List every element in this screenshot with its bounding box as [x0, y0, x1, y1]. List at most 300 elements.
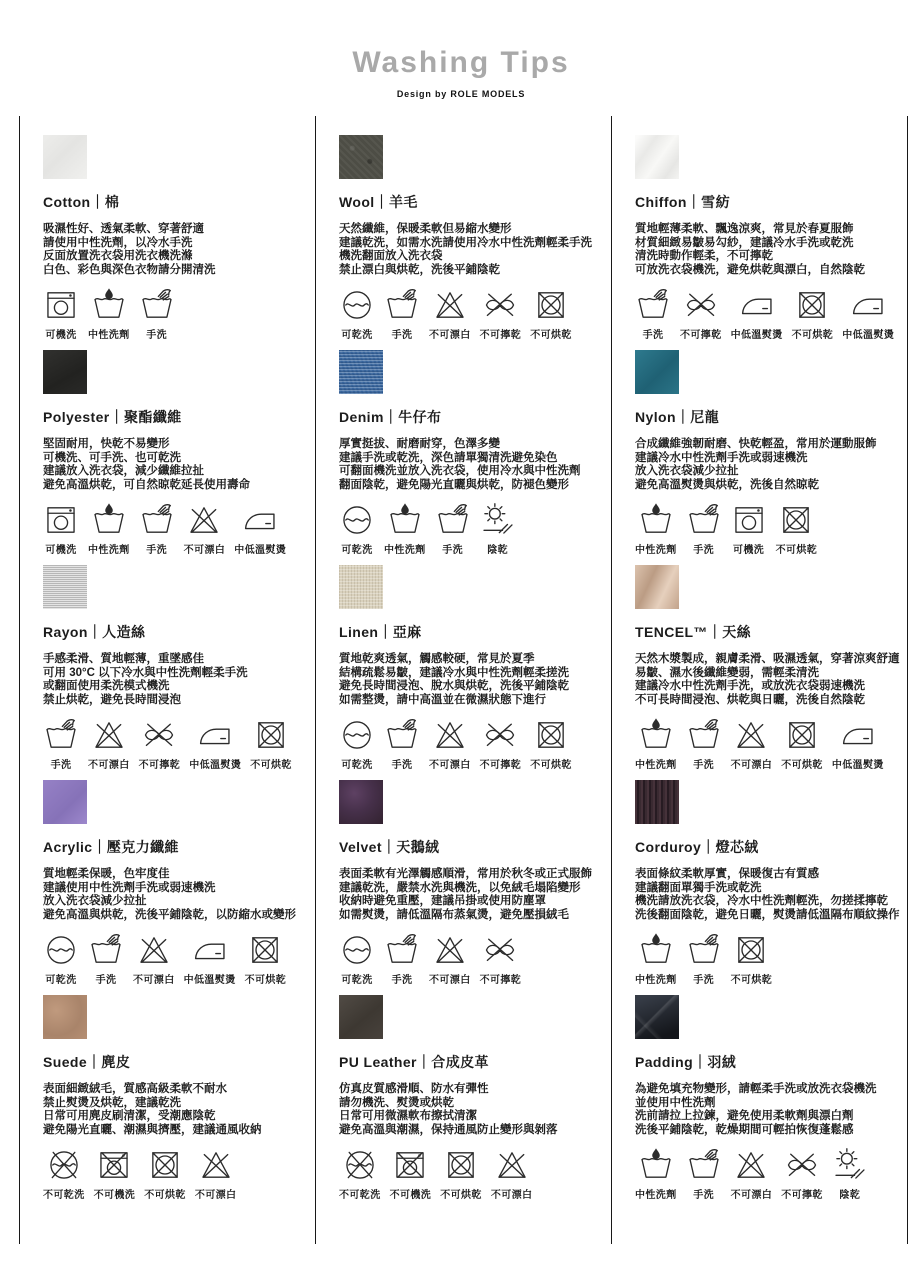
fabric-description	[43, 1083, 309, 1137]
no-machine-wash-icon	[96, 1147, 132, 1183]
description-line: 質地乾爽透氣，觸感較硬，常見於夏季	[339, 653, 535, 665]
no-bleach-icon	[733, 717, 769, 753]
care-icon-item	[731, 1147, 773, 1201]
page-title: Washing Tips	[352, 46, 570, 79]
care-icon-item	[480, 717, 522, 771]
care-icon-item	[88, 502, 130, 556]
iron-med-low-icon	[242, 502, 278, 538]
grid-column-3	[611, 116, 907, 1244]
fabric-swatch-suede	[43, 995, 87, 1039]
no-dry-clean-icon	[46, 1147, 82, 1183]
no-tumble-dry-icon	[778, 502, 814, 538]
fabric-swatch-cotton	[43, 135, 87, 179]
care-icon-label: 不可烘乾	[250, 760, 292, 772]
fabric-card-suede	[20, 976, 315, 1202]
description-line: 放入洗衣袋減少拉扯	[43, 895, 147, 908]
care-icon-item	[339, 502, 375, 556]
no-bleach-icon	[136, 932, 172, 968]
no-bleach-icon	[733, 1147, 769, 1183]
fabric-card-linen	[316, 546, 611, 772]
fabric-swatch-linen	[339, 565, 383, 609]
fabric-card-acrylic	[20, 761, 315, 987]
fabric-description	[43, 438, 309, 492]
care-icon-label: 不可漂白	[183, 545, 226, 557]
neutral-detergent-icon	[638, 932, 674, 968]
no-tumble-dry-icon	[784, 717, 820, 753]
description-line: 建議放入洗衣袋，減少纖維拉扯	[43, 465, 204, 478]
no-bleach-icon	[198, 1147, 234, 1183]
care-icon-label: 手洗	[146, 330, 168, 342]
care-icon-item	[686, 717, 722, 771]
fabric-description	[635, 868, 901, 922]
fabric-card-corduroy	[612, 761, 907, 987]
hand-wash-icon	[635, 287, 671, 323]
no-tumble-dry-icon	[247, 932, 283, 968]
machine-wash-icon	[43, 502, 79, 538]
neutral-detergent-icon	[638, 717, 674, 753]
no-wring-icon	[683, 287, 719, 323]
care-icon-item	[635, 932, 677, 986]
care-icon-item	[429, 717, 471, 771]
care-icon-label: 不可烘乾	[781, 760, 823, 772]
care-icon-item	[88, 932, 124, 986]
care-icon-item	[94, 1147, 136, 1201]
fabric-title: Linen｜亞麻	[339, 624, 422, 640]
fabric-description	[635, 223, 901, 277]
fabric-card-chiffon	[612, 116, 907, 342]
description-line: 可放洗衣袋機洗，避免烘乾與漂白，自然陰乾	[635, 263, 865, 276]
fabric-swatch-chiffon	[635, 135, 679, 179]
care-icon-item	[480, 287, 522, 341]
no-tumble-dry-icon	[533, 717, 569, 753]
care-icon-label: 不可烘乾	[530, 330, 572, 342]
description-line: 禁止熨燙及烘乾，建議乾洗	[43, 1096, 181, 1109]
care-icon-item	[686, 1147, 722, 1201]
care-icon-item	[339, 717, 375, 771]
no-bleach-icon	[432, 287, 468, 323]
care-icon-item	[635, 502, 677, 556]
care-icon-item	[440, 1147, 482, 1201]
grid-column-1	[19, 116, 315, 1244]
no-wring-icon	[784, 1147, 820, 1183]
hand-wash-icon	[384, 932, 420, 968]
care-icon-item	[781, 717, 823, 771]
care-icon-label: 不可漂白	[88, 760, 130, 772]
fabric-swatch-rayon	[43, 565, 87, 609]
care-icon-item	[635, 1147, 677, 1201]
care-icon-item	[792, 287, 834, 341]
care-icon-label: 不可擰乾	[781, 1190, 823, 1202]
care-icon-item	[491, 1147, 533, 1201]
hand-wash-icon	[686, 1147, 722, 1183]
care-icon-item	[776, 502, 818, 556]
care-icon-label: 中低溫熨燙	[730, 330, 783, 342]
description-line: 如需整燙，請中高溫並在微濕狀態下進行	[339, 693, 546, 706]
description-line: 收納時避免重壓，建議吊掛或使用防塵罩	[339, 895, 546, 908]
care-icon-label: 不可漂白	[730, 1190, 773, 1202]
description-line: 洗後翻面陰乾，避免日曬，熨燙請低溫隔布順紋操作	[635, 908, 900, 921]
machine-wash-icon	[731, 502, 767, 538]
fabric-description	[635, 438, 901, 492]
description-line: 洗前請拉上拉鍊，避免使用柔軟劑與漂白劑	[635, 1110, 854, 1123]
care-icon-label: 中低溫熨燙	[189, 760, 242, 772]
care-icon-item	[88, 287, 130, 341]
hand-wash-icon	[43, 717, 79, 753]
care-icon-label: 不可擰乾	[479, 760, 522, 772]
care-icon-item	[234, 502, 286, 556]
care-icon-label: 不可漂白	[429, 975, 471, 987]
care-icon-item	[731, 717, 773, 771]
description-line: 可翻面機洗並放入洗衣袋，使用冷水與中性洗劑	[339, 465, 581, 478]
care-icon-label: 中性洗劑	[384, 545, 426, 557]
care-icon-label: 不可烘乾	[775, 545, 818, 557]
care-icon-item	[384, 932, 420, 986]
care-icons-row	[635, 717, 901, 771]
fabric-description	[635, 653, 901, 707]
neutral-detergent-icon	[387, 502, 423, 538]
care-icon-label: 可乾洗	[341, 975, 373, 987]
iron-med-low-icon	[197, 717, 233, 753]
care-icon-item	[635, 287, 671, 341]
no-machine-wash-icon	[392, 1147, 428, 1183]
shade-dry-icon	[832, 1147, 868, 1183]
care-icon-label: 不可烘乾	[530, 760, 572, 772]
shade-dry-icon	[480, 502, 516, 538]
description-line: 日常可用麂皮刷清潔，受潮應陰乾	[43, 1110, 216, 1123]
care-icon-label: 不可漂白	[133, 975, 175, 987]
no-tumble-dry-icon	[794, 287, 830, 323]
care-icon-item	[384, 502, 426, 556]
care-icon-label: 不可烘乾	[730, 975, 773, 987]
care-icon-item	[250, 717, 292, 771]
care-icon-item	[390, 1147, 432, 1201]
care-icon-item	[195, 1147, 237, 1201]
hand-wash-icon	[139, 502, 175, 538]
description-line: 機洗翻面放入洗衣袋	[339, 250, 443, 263]
care-icon-item	[530, 287, 572, 341]
page-header	[0, 0, 922, 99]
fabric-title: Denim｜牛仔布	[339, 409, 442, 425]
hand-wash-icon	[88, 932, 124, 968]
fabric-description	[43, 653, 309, 707]
care-icon-label: 中低溫熨燙	[234, 545, 287, 557]
care-icon-item	[43, 287, 79, 341]
neutral-detergent-icon	[91, 287, 127, 323]
care-icon-label: 中性洗劑	[88, 545, 130, 557]
fabric-swatch-polyester	[43, 350, 87, 394]
description-line: 堅固耐用，快乾不易變形	[43, 438, 170, 450]
care-icon-label: 手洗	[146, 545, 168, 557]
description-line: 洗後平鋪陰乾，乾燥期間可輕拍恢復蓬鬆感	[635, 1123, 854, 1136]
description-line: 建議冷水中性洗劑手洗或弱速機洗	[635, 451, 808, 464]
fabric-card-padding	[612, 976, 907, 1202]
dry-clean-icon	[339, 932, 375, 968]
no-tumble-dry-icon	[733, 932, 769, 968]
hand-wash-icon	[139, 287, 175, 323]
care-icon-label: 可乾洗	[341, 760, 373, 772]
care-icon-label: 手洗	[442, 545, 464, 557]
description-line: 材質細緻易皺易勾紗，建議冷水手洗或乾洗	[635, 236, 854, 249]
description-line: 質地輕薄柔軟、飄逸涼爽，常見於春夏服飾	[635, 223, 854, 235]
care-icon-label: 不可擰乾	[138, 760, 181, 772]
fabric-grid	[19, 116, 908, 1244]
description-line: 禁止漂白與烘乾，洗後平鋪陰乾	[339, 263, 500, 276]
fabric-title: PU Leather｜合成皮革	[339, 1054, 489, 1070]
no-bleach-icon	[91, 717, 127, 753]
description-line: 白色、彩色與深色衣物請分開清洗	[43, 263, 216, 276]
fabric-description	[339, 1083, 605, 1137]
description-line: 禁止烘乾，避免長時間浸泡	[43, 693, 181, 706]
fabric-card-rayon	[20, 546, 315, 772]
page-subtitle: Design by ROLE MODELS	[396, 89, 526, 99]
fabric-swatch-tencel	[635, 565, 679, 609]
care-icon-item	[842, 287, 894, 341]
care-icon-item	[384, 717, 420, 771]
description-line: 表面柔軟有光澤觸感順滑，常用於秋冬或正式服飾	[339, 868, 592, 880]
care-icon-item	[339, 287, 375, 341]
care-icon-label: 不可烘乾	[791, 330, 834, 342]
description-line: 或翻面使用柔洗模式機洗	[43, 680, 170, 693]
no-tumble-dry-icon	[253, 717, 289, 753]
fabric-swatch-denim	[339, 350, 383, 394]
description-line: 清洗時動作輕柔，不可擰乾	[635, 250, 773, 263]
care-icon-item	[139, 717, 181, 771]
hand-wash-icon	[384, 287, 420, 323]
dry-clean-icon	[43, 932, 79, 968]
care-icon-item	[530, 717, 572, 771]
hand-wash-icon	[435, 502, 471, 538]
care-icon-item	[635, 717, 677, 771]
care-icon-label: 手洗	[95, 975, 117, 987]
fabric-description	[339, 223, 605, 277]
description-line: 請使用中性洗劑，以冷水手洗	[43, 236, 193, 249]
description-line: 避免高溫與潮濕，保持通風防止變形與剝落	[339, 1123, 558, 1136]
no-tumble-dry-icon	[147, 1147, 183, 1183]
fabric-swatch-nylon	[635, 350, 679, 394]
care-icon-item	[339, 1147, 381, 1201]
fabric-card-nylon	[612, 331, 907, 557]
care-icon-item	[435, 502, 471, 556]
care-icon-label: 手洗	[693, 760, 715, 772]
fabric-description	[339, 653, 605, 707]
care-icon-label: 可乾洗	[341, 545, 373, 557]
fabric-title: Suede｜麂皮	[43, 1054, 131, 1070]
care-icon-label: 中低溫熨燙	[842, 330, 895, 342]
description-line: 避免高溫烘乾，可自然晾乾延長使用壽命	[43, 478, 250, 491]
description-line: 日常可用微濕軟布擦拭清潔	[339, 1110, 477, 1123]
care-icons-row	[43, 1147, 309, 1201]
care-icon-item	[43, 932, 79, 986]
no-bleach-icon	[432, 717, 468, 753]
care-icon-label: 不可烘乾	[440, 1190, 482, 1202]
fabric-title: Nylon｜尼龍	[635, 409, 720, 425]
care-icon-label: 中性洗劑	[635, 545, 677, 557]
description-line: 可用 30°C 以下冷水與中性洗劑輕柔手洗	[43, 666, 248, 679]
fabric-title: Wool｜羊毛	[339, 194, 418, 210]
care-icon-item	[43, 1147, 85, 1201]
fabric-card-polyester	[20, 331, 315, 557]
description-line: 翻面陰乾，避免陽光直曬與烘乾，防褪色變形	[339, 478, 569, 491]
care-icons-row	[339, 1147, 605, 1201]
care-icon-item	[184, 932, 236, 986]
fabric-card-wool	[316, 116, 611, 342]
description-line: 表面細緻絨毛，質感高級柔軟不耐水	[43, 1083, 227, 1095]
description-line: 避免陽光直曬、潮濕與擠壓，建議通風收納	[43, 1123, 262, 1136]
care-icon-label: 中性洗劑	[635, 760, 677, 772]
dry-clean-icon	[339, 502, 375, 538]
fabric-swatch-padding	[635, 995, 679, 1039]
care-icon-item	[731, 932, 773, 986]
care-icon-label: 不可漂白	[429, 760, 471, 772]
care-icon-label: 手洗	[693, 975, 715, 987]
no-wring-icon	[141, 717, 177, 753]
care-icon-label: 不可機洗	[389, 1190, 432, 1202]
care-icon-item	[139, 502, 175, 556]
no-dry-clean-icon	[342, 1147, 378, 1183]
description-line: 天然木漿製成，親膚柔滑、吸濕透氣，穿著涼爽舒適	[635, 653, 900, 665]
no-wring-icon	[482, 717, 518, 753]
hand-wash-icon	[686, 502, 722, 538]
care-icons-row	[635, 1147, 901, 1201]
grid-column-2	[315, 116, 611, 1244]
care-icon-label: 不可擰乾	[479, 975, 522, 987]
description-line: 建議使用中性洗劑手洗或弱速機洗	[43, 881, 216, 894]
care-icon-item	[133, 932, 175, 986]
description-line: 建議翻面單獨手洗或乾洗	[635, 881, 762, 894]
description-line: 吸濕性好、透氣柔軟、穿著舒適	[43, 223, 204, 235]
description-line: 建議乾洗，嚴禁水洗與機洗，以免絨毛塌陷變形	[339, 881, 581, 894]
machine-wash-icon	[43, 287, 79, 323]
description-line: 如需熨燙，請低溫隔布蒸氣燙，避免壓損絨毛	[339, 908, 569, 921]
fabric-title: Rayon｜人造絲	[43, 624, 146, 640]
care-icon-item	[686, 932, 722, 986]
care-icon-item	[680, 287, 722, 341]
dry-clean-icon	[339, 717, 375, 753]
description-line: 不可長時間浸泡、烘乾與日曬，洗後自然陰乾	[635, 693, 865, 706]
fabric-card-pu-leather	[316, 976, 611, 1202]
care-icon-item	[429, 932, 471, 986]
care-icon-item	[339, 932, 375, 986]
care-icon-label: 不可擰乾	[680, 330, 722, 342]
dry-clean-icon	[339, 287, 375, 323]
fabric-title: Polyester｜聚酯纖維	[43, 409, 182, 425]
care-icon-label: 手洗	[642, 330, 664, 342]
description-line: 避免高溫與烘乾，洗後平鋪陰乾，以防縮水或變形	[43, 908, 296, 921]
no-bleach-icon	[186, 502, 222, 538]
description-line: 厚實挺拔、耐磨耐穿，色澤多變	[339, 438, 500, 450]
fabric-description	[43, 868, 309, 922]
care-icon-label: 不可漂白	[490, 1190, 533, 1202]
care-icon-item	[189, 717, 241, 771]
description-line: 放入洗衣袋減少拉扯	[635, 465, 739, 478]
description-line: 避免長時間浸泡、脫水與烘乾，洗後平鋪陰乾	[339, 680, 569, 693]
description-line: 天然纖維，保暖柔軟但易縮水變形	[339, 223, 512, 235]
fabric-swatch-velvet	[339, 780, 383, 824]
care-icon-item	[480, 502, 516, 556]
neutral-detergent-icon	[638, 502, 674, 538]
care-icon-item	[731, 287, 783, 341]
fabric-card-denim	[316, 331, 611, 557]
care-icon-label: 中性洗劑	[88, 330, 130, 342]
fabric-description	[339, 438, 605, 492]
care-icon-item	[781, 1147, 823, 1201]
care-icon-label: 不可機洗	[93, 1190, 136, 1202]
description-line: 請勿機洗、熨燙或烘乾	[339, 1096, 454, 1109]
care-icon-label: 手洗	[391, 330, 413, 342]
care-icon-label: 可機洗	[733, 545, 765, 557]
description-line: 易皺、濕水後纖維變弱，需輕柔清洗	[635, 666, 819, 679]
description-line: 手感柔滑、質地輕薄，重墜感佳	[43, 653, 204, 665]
description-line: 建議冷水中性洗劑手洗，或放洗衣袋弱速機洗	[635, 680, 865, 693]
care-icon-item	[731, 502, 767, 556]
care-icon-label: 可乾洗	[45, 975, 77, 987]
care-icon-label: 手洗	[391, 975, 413, 987]
description-line: 質地輕柔保暖，色牢度佳	[43, 868, 170, 880]
care-icon-item	[43, 717, 79, 771]
description-line: 為避免填充物變形，請輕柔手洗或放洗衣袋機洗	[635, 1083, 877, 1095]
fabric-title: Padding｜羽絨	[635, 1054, 737, 1070]
fabric-swatch-acrylic	[43, 780, 87, 824]
care-icon-item	[88, 717, 130, 771]
description-line: 建議手洗或乾洗，深色請單獨清洗避免染色	[339, 451, 558, 464]
fabric-description	[635, 1083, 901, 1137]
fabric-card-cotton	[20, 116, 315, 342]
care-icon-label: 中性洗劑	[635, 975, 677, 987]
neutral-detergent-icon	[91, 502, 127, 538]
description-line: 結構疏鬆易皺，建議冷水與中性洗劑輕柔搓洗	[339, 666, 569, 679]
care-icon-item	[245, 932, 287, 986]
fabric-description	[43, 223, 309, 277]
fabric-description	[339, 868, 605, 922]
fabric-card-tencel	[612, 546, 907, 772]
description-line: 建議乾洗，如需水洗請使用冷水中性洗劑輕柔手洗	[339, 236, 592, 249]
care-icon-item	[144, 1147, 186, 1201]
care-icon-item	[832, 717, 884, 771]
care-icon-label: 不可漂白	[730, 760, 773, 772]
care-icon-label: 中性洗劑	[635, 1190, 677, 1202]
fabric-swatch-corduroy	[635, 780, 679, 824]
fabric-title: Corduroy｜燈芯絨	[635, 839, 759, 855]
care-icon-item	[480, 932, 522, 986]
fabric-title: Chiffon｜雪紡	[635, 194, 730, 210]
no-bleach-icon	[494, 1147, 530, 1183]
description-line: 仿真皮質感滑順、防水有彈性	[339, 1083, 489, 1095]
hand-wash-icon	[384, 717, 420, 753]
description-line: 可機洗、可手洗、也可乾洗	[43, 451, 181, 464]
care-icon-item	[429, 287, 471, 341]
no-tumble-dry-icon	[533, 287, 569, 323]
fabric-swatch-wool	[339, 135, 383, 179]
care-icon-label: 不可漂白	[429, 330, 471, 342]
no-wring-icon	[482, 932, 518, 968]
care-icon-label: 不可擰乾	[479, 330, 522, 342]
fabric-title: TENCEL™｜天絲	[635, 624, 751, 640]
care-icon-label: 不可烘乾	[144, 1190, 186, 1202]
care-icon-label: 可乾洗	[341, 330, 373, 342]
care-icon-item	[184, 502, 226, 556]
care-icon-label: 手洗	[693, 545, 715, 557]
care-icon-label: 不可漂白	[194, 1190, 237, 1202]
care-icon-label: 手洗	[50, 760, 72, 772]
care-icon-label: 手洗	[693, 1190, 715, 1202]
description-line: 合成纖維強韌耐磨、快乾輕盈，常用於運動服飾	[635, 438, 877, 450]
description-line: 表面條紋柔軟厚實，保暖復古有質感	[635, 868, 819, 880]
care-icon-label: 不可乾洗	[339, 1190, 381, 1202]
fabric-swatch-pu-leather	[339, 995, 383, 1039]
care-icon-item	[832, 1147, 868, 1201]
care-icon-label: 可機洗	[45, 330, 77, 342]
fabric-title: Acrylic｜壓克力纖維	[43, 839, 179, 855]
